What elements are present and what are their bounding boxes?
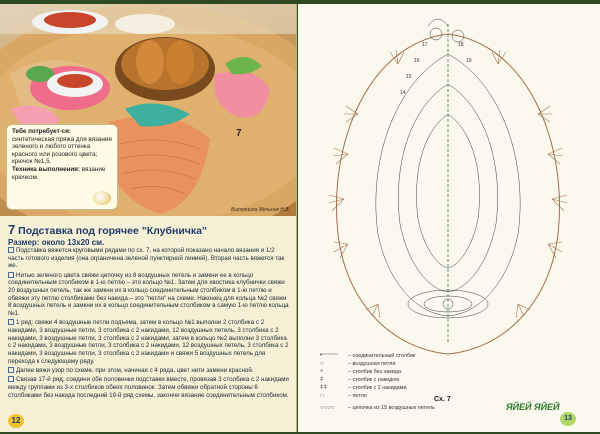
materials-box [6, 124, 118, 210]
technique-heading: Техника выполнения: [12, 165, 81, 173]
checkbox-icon [8, 272, 14, 278]
legend-label: – петля [348, 393, 367, 399]
instruction-paragraph: Далее вяжи узор по схеме, при этом, начиная с 4 ряда, цвет нити замени красной. [8, 367, 290, 375]
instruction-paragraph: Связав 17-й ряд, соедини обе половинки подставки вместе, провязав 3 столбика с 2 накидами между группами из 3-х столбиков обеих половинок. Затем обвяжи обратной стороны 6 столбиками без накида последний 19-й ряд схемы, закончи вязание соединительным столбиком. [8, 376, 289, 399]
legend-label: – столбик с накидом [348, 377, 399, 383]
photo-credit: Выполнила Мельник Н.В. [230, 207, 290, 213]
svg-text:16: 16 [414, 58, 420, 64]
checkbox-icon [8, 319, 14, 325]
page-number-left: 12 [8, 414, 24, 428]
article-size: Размер: около 13х20 см. [8, 238, 105, 247]
legend-symbol: • [320, 353, 323, 359]
legend-label: – соединительный столбик [348, 353, 416, 359]
legend-symbol: ○○○○ [320, 405, 335, 411]
page-number-right: 13 [560, 412, 576, 426]
legend-row [320, 352, 415, 360]
legend-symbol: ○ [320, 361, 324, 367]
schema-label: Сх. 7 [434, 396, 451, 403]
article-title-text: Подставка под горячее "Клубничка" [18, 225, 207, 237]
yarn-ball-icon [93, 191, 111, 205]
legend-row [320, 384, 406, 392]
figure-number: 7 [236, 128, 242, 139]
svg-text:15: 15 [406, 74, 412, 80]
article-title [8, 222, 290, 237]
svg-text:18: 18 [458, 42, 464, 48]
legend-label: – цепочка из 15 воздушных петель [348, 405, 435, 411]
legend-symbol: ǂǂ [320, 385, 328, 391]
article-header [8, 222, 290, 247]
legend-symbol: + [320, 369, 324, 375]
technique-text: вязание крючком. [12, 165, 106, 181]
right-page [298, 4, 600, 432]
checkbox-icon [8, 376, 14, 382]
instruction-paragraph: Нитью зеленого цвета свяжи цепочку из 8 воздушных петель и замкни ее в кольцо соединительным столбиком в 1-ю петлю – это кольцо №1. Затем для хвостика клубнички свяжи 20 воздушных петель, так же замкни их в кольцо соединительным столбиком в 1-ю петлю и обвяжи эту петлю столбиками без накида – это "петля" на схеме. Наконец для кольца №2 свяжи 8 воздушных петель и замкни их в кольцо соединительным столбиком в самую 1-ю петлю кольца №1. [8, 271, 289, 318]
legend-row [320, 392, 367, 400]
checkbox-icon [8, 367, 14, 373]
publisher-logo: ЯЙЕЙ ЯЙЕЙ [506, 402, 560, 412]
materials-heading: Тебе потребует-ся: [12, 128, 72, 135]
legend-row [320, 404, 435, 412]
legend-label: – воздушная петля [348, 361, 396, 367]
legend-symbol: ǂ [320, 377, 324, 383]
left-page [0, 4, 297, 432]
legend-row [320, 360, 395, 368]
instruction-paragraph: Подставка вяжется круговыми рядами по сх. 7, на которой показано начало вязания и 1/2 часть готового изделия (она ограничена зеленой пунктирной линией). Вторая часть вяжется так же. [8, 247, 285, 270]
instructions [8, 247, 290, 401]
legend-label: – столбик без накида [348, 369, 401, 375]
instruction-paragraph: 1 ряд: свяжи 4 воздушные петли подъема, затем в кольцо №1 выполни 2 столбика с 2 накидами, 3 воздушные петли, 3 столбика с 2 накидами, 12 воздушных петель, 3 столбика с 2 накидами, 3 воздушные петли, 3 столбика с 2 накидами, затем в кольцо №2 выполни 3 столбика с 2 накидами, 3 воздушные петли, 3 столбика с 2 накидами, 12 воздушных петель, 3 столбика с 2 накидами, 3 воздушные петли, 3 столбика с 2 накидами и свяжи 5 воздушных петель для перехода к следующему ряду. [8, 319, 289, 365]
svg-text:19: 19 [466, 58, 472, 64]
legend-label: – столбик с 2 накидами [348, 385, 407, 391]
legend-row [320, 376, 399, 384]
checkbox-icon [8, 247, 14, 253]
legend-symbol: ∩ [320, 393, 325, 399]
svg-text:17: 17 [422, 42, 428, 48]
legend-row [320, 368, 401, 376]
article-number: 7 [8, 222, 16, 237]
materials-text: синтетическая пряжа для вязания зеленого и любого оттенка красного или розового цвета; крючок №1,5. [12, 135, 112, 166]
svg-text:14: 14 [400, 90, 406, 96]
